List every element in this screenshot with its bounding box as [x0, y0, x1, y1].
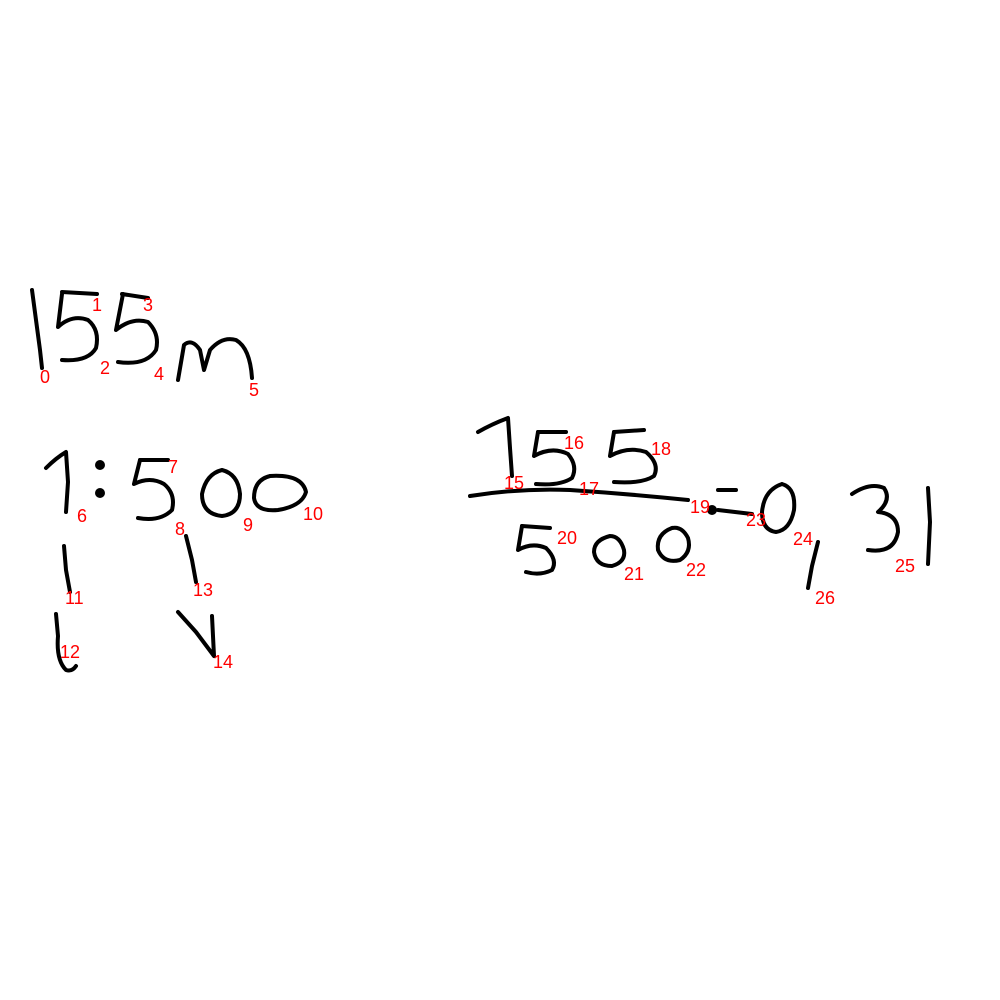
stroke-label-4: 4 [154, 364, 165, 384]
stroke-label-3: 3 [143, 295, 154, 315]
stroke-label-20: 20 [557, 528, 578, 548]
stroke-0 [32, 290, 42, 368]
stroke-label-17: 17 [579, 479, 600, 499]
stroke-label-23: 23 [746, 510, 767, 530]
stroke-label-8: 8 [175, 519, 186, 539]
stroke-label-7: 7 [168, 457, 179, 477]
stroke-15 [478, 418, 512, 476]
stroke-6 [46, 452, 68, 512]
stroke-label-0: 0 [40, 367, 51, 387]
stroke-label-19: 19 [690, 497, 711, 517]
stroke-14 [178, 612, 214, 656]
stroke-label-24: 24 [793, 529, 814, 549]
colon-dot-lower [95, 488, 105, 498]
stroke-20 [518, 526, 554, 574]
colon-dot-upper [95, 460, 105, 470]
stroke-24 [762, 484, 794, 532]
stroke-label-6: 6 [77, 506, 88, 526]
stroke-label-9: 9 [243, 515, 254, 535]
stroke-18b [610, 432, 656, 482]
stroke-label-1: 1 [92, 295, 103, 315]
stroke-22 [658, 528, 689, 561]
stroke-label-21: 21 [624, 564, 645, 584]
stroke-label-12: 12 [60, 642, 81, 662]
stroke-25b [928, 488, 930, 564]
stroke-label-2: 2 [100, 358, 111, 378]
stroke-label-22: 22 [686, 560, 707, 580]
stroke-label-26: 26 [815, 588, 836, 608]
stroke-18 [614, 430, 644, 432]
stroke-label-18: 18 [651, 439, 672, 459]
stroke-13 [186, 536, 196, 582]
stroke-label-16: 16 [564, 433, 585, 453]
stroke-10 [254, 476, 306, 510]
stroke-label-11: 11 [65, 588, 84, 608]
stroke-label-15: 15 [504, 473, 525, 493]
stroke-20b [522, 526, 550, 528]
stroke-11 [64, 546, 70, 592]
stroke-label-25: 25 [895, 556, 916, 576]
stroke-5 [178, 339, 252, 380]
stroke-label-14: 14 [213, 652, 234, 672]
stroke-label-5: 5 [249, 380, 260, 400]
stroke-9 [202, 470, 240, 516]
stroke-1 [62, 292, 97, 294]
stroke-label-10: 10 [303, 504, 324, 524]
stroke-25 [852, 486, 898, 551]
stroke-label-13: 13 [193, 580, 214, 600]
stroke-21 [594, 536, 624, 566]
